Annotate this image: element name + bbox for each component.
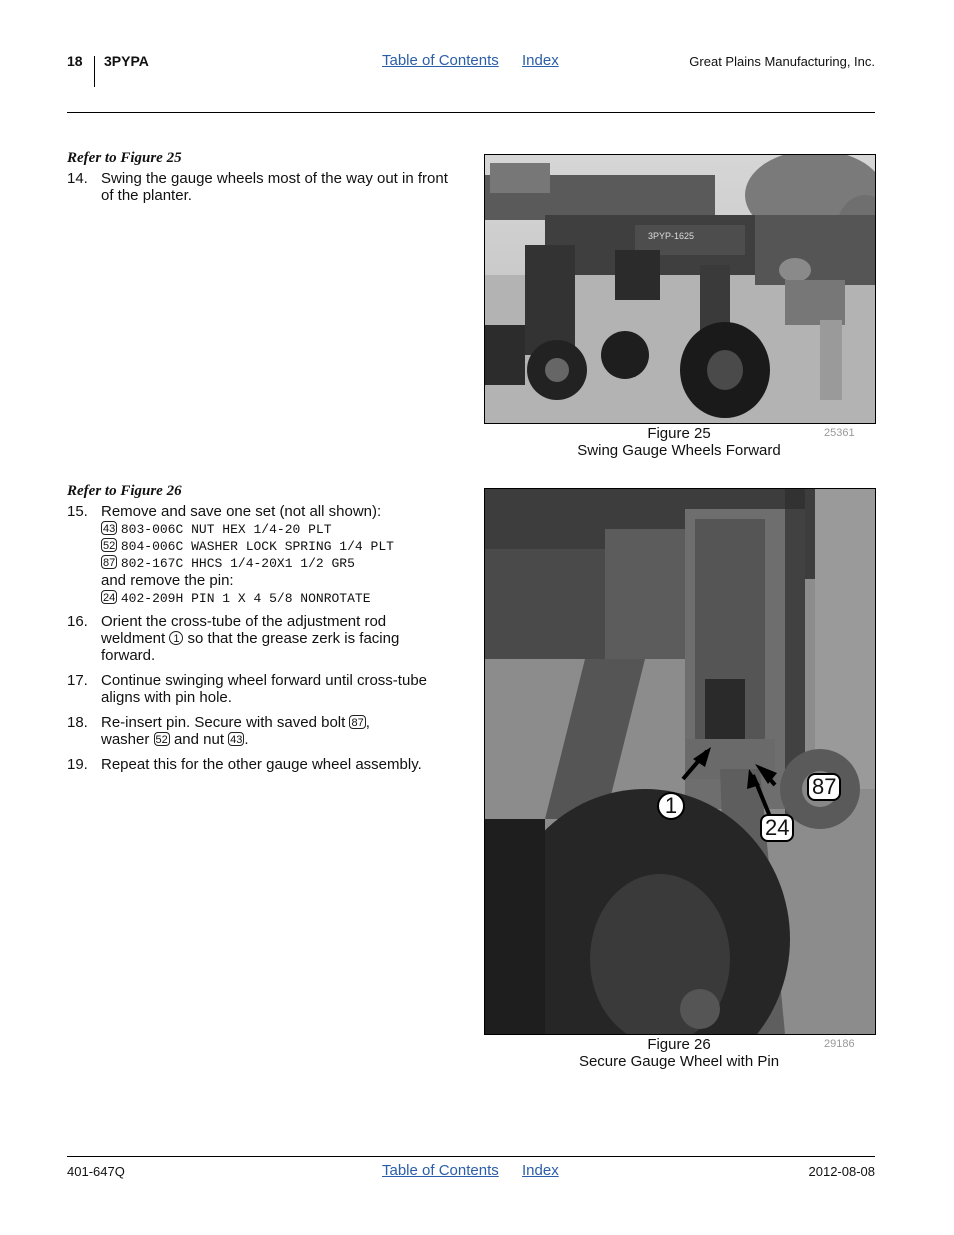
part-line — [101, 537, 394, 554]
part-line — [101, 520, 332, 537]
pin-line — [101, 589, 371, 606]
part-ref-badge: 52 — [103, 540, 116, 552]
step-number: 16. — [67, 613, 88, 630]
figure-26-label: Figure 26 — [647, 1036, 711, 1053]
figure-25-label: Figure 25 — [647, 425, 711, 442]
document-number: 401-647Q — [67, 1164, 125, 1179]
part-description: 802-167C HHCS 1/4-20X1 1/2 GR5 — [120, 556, 355, 571]
figure-25-title: Swing Gauge Wheels Forward — [577, 442, 781, 459]
header-index-link[interactable]: Index — [522, 52, 559, 69]
part-description: 804-006C WASHER LOCK SPRING 1/4 PLT — [120, 539, 394, 554]
part-description: 803-006C NUT HEX 1/4-20 PLT — [120, 522, 332, 537]
part-description: 402-209H PIN 1 X 4 5/8 NONROTATE — [120, 591, 371, 606]
part-ref-badge: 43 — [103, 523, 116, 535]
step-text: Continue swinging wheel forward until cross-tube aligns with pin hole. — [101, 672, 428, 706]
callout-24: 24 — [760, 814, 794, 842]
model-name: 3PYPA — [104, 53, 149, 69]
header-divider — [94, 56, 95, 87]
figure-26-photo — [484, 488, 876, 1035]
step-text: Repeat this for the other gauge wheel assembly. — [101, 756, 422, 773]
step-number: 19. — [67, 756, 88, 773]
part-ref-badge: 87 — [351, 717, 364, 729]
planter-photo — [485, 155, 875, 423]
remove-pin-text: and remove the pin: — [101, 572, 234, 589]
figure-25-id: 25361 — [824, 427, 855, 439]
part-ref-badge: 52 — [155, 734, 168, 746]
step-text: Re-insert pin. Secure with saved bolt 87 , washer 52 and nut 43 . — [101, 714, 370, 748]
step-number: 17. — [67, 672, 88, 689]
part-ref-badge: 1 — [169, 631, 183, 645]
step-number: 15. — [67, 503, 88, 520]
figure-26-id: 29186 — [824, 1038, 855, 1050]
callout-1: 1 — [657, 792, 685, 820]
step-text: Remove and save one set (not all shown): — [101, 503, 382, 520]
step-text: Swing the gauge wheels most of the way out in front of the planter. — [101, 170, 448, 204]
document-date: 2012-08-08 — [808, 1164, 875, 1179]
part-line — [101, 554, 355, 571]
step-number: 14. — [67, 170, 88, 187]
part-ref-badge: 43 — [230, 734, 243, 746]
refer-figure-26: Refer to Figure 26 — [67, 483, 182, 499]
part-ref-badge: 24 — [103, 592, 116, 604]
company-name: Great Plains Manufacturing, Inc. — [689, 54, 875, 69]
gauge-wheel-photo — [485, 489, 875, 1034]
footer-index-link[interactable]: Index — [522, 1162, 559, 1179]
footer-rule — [67, 1156, 875, 1157]
header-toc-link[interactable]: Table of Contents — [382, 52, 499, 69]
figure-26-title: Secure Gauge Wheel with Pin — [578, 1053, 780, 1070]
refer-figure-25: Refer to Figure 25 — [67, 150, 182, 166]
step-number: 18. — [67, 714, 88, 731]
step-15 — [67, 503, 467, 520]
callout-87: 87 — [807, 773, 841, 801]
part-ref-badge: 87 — [103, 557, 116, 569]
decal-label: 3PYP-1625 — [648, 231, 695, 241]
header-rule — [67, 112, 875, 113]
page-number: 18 — [67, 53, 83, 69]
step-text: Orient the cross-tube of the adjustment rod weldment 1 so that the grease zerk is facing forward. — [101, 613, 400, 664]
figure-25-photo — [484, 154, 876, 424]
footer-toc-link[interactable]: Table of Contents — [382, 1162, 499, 1179]
